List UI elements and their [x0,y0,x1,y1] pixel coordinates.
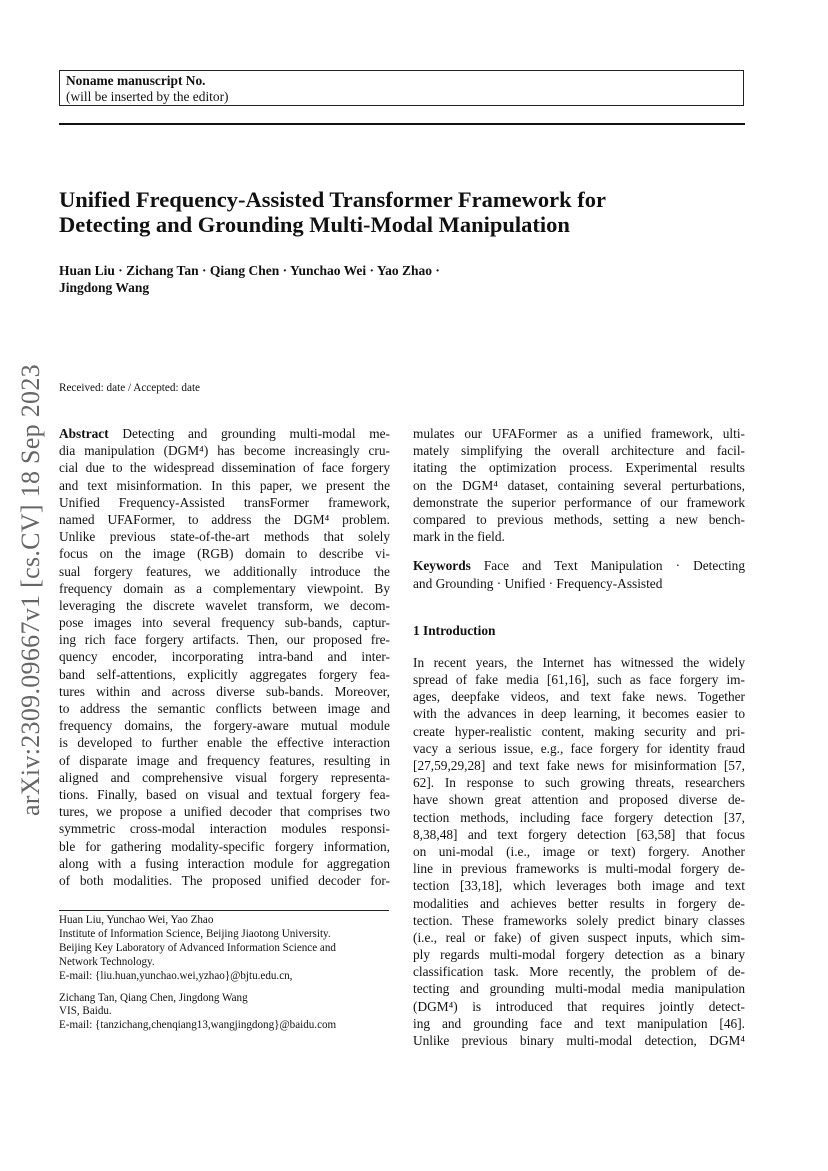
intro-line: In recent years, the Internet has witnessed the widely [413,654,745,670]
abstract-line: is developed to further enable the effective interaction [59,735,390,751]
intro-line: have shown great attention and proposed diverse de- [413,792,745,808]
manuscript-number: Noname manuscript No. [66,73,206,88]
title-line-1: Unified Frequency-Assisted Transformer Framework for [59,187,606,212]
footnote-line: E-mail: {tanzichang,chenqiang13,wangjingdong}@baidu.com [59,1019,337,1032]
authors-line-2: Jingdong Wang [59,280,150,295]
received-date: Received: date / Accepted: date [59,382,201,394]
arxiv-stamp-text: arXiv:2309.09667v1 [cs.CV] 18 Sep 2023 [16,364,45,816]
intro-line: spread of fake media [61,16], such as face forgery im- [413,672,745,688]
affiliation-footnotes [59,914,399,1033]
abstract-line: of disparate image and frequency features, resulting in [59,752,390,768]
intro-line: (DGM⁴) is introduced that requires jointly detect- [413,998,745,1014]
abstract-line: Abstract Detecting and grounding multi-modal me- [59,426,390,441]
footnote-line: VIS, Baidu. [59,1005,112,1018]
abstract-line: aligned and comprehensive visual forgery representa- [59,769,390,785]
intro-line: on uni-modal (i.e., image or text) forgery. Another [413,843,745,859]
abstract-line: mark in the field. [413,529,505,545]
abstract-line: ing rich face forgery artifacts. Then, our proposed fre- [59,632,390,648]
abstract-line: along with a fusing interaction module for aggregation [59,855,390,871]
intro-line: classification task. More recently, the problem of de- [413,964,745,980]
abstract-line: frequency domain as a complementary viewpoint. By [59,580,390,596]
intro-line: tecting and grounding multi-modal media manipulation [413,981,745,997]
abstract-line: tures within and across diverse sub-bands. Moreover, [59,683,390,699]
abstract-line: demonstrate the superior performance of our framework [413,494,745,510]
author-list [59,262,579,296]
section-heading: 1 Introduction [413,622,496,638]
right-column [413,425,745,1049]
intro-line: ply regards multi-modal forgery detection as a binary [413,947,745,963]
manuscript-editor-note: (will be inserted by the editor) [66,89,229,104]
intro-line: tection methods, including face forgery detection [37, [413,809,745,825]
footnote-line: E-mail: {liu.huan,yunchao.wei,yzhao}@bjtu.edu.cn, [59,969,293,982]
arxiv-stamp [6,325,56,855]
intro-line: create hyper-realistic content, making security and pri- [413,723,745,739]
keywords-line: and Grounding · Unified · Frequency-Assisted [413,575,663,591]
abstract-line: Unlike previous state-of-the-art methods that solely [59,529,390,545]
abstract-line: symmetric cross-modal interaction modules responsi- [59,821,390,837]
intro-line: [27,59,29,28] and text fake news for misinformation [57, [413,758,745,773]
abstract-line: Unified Frequency-Assisted transFormer framework, [59,494,390,510]
footnote-line: Zichang Tan, Qiang Chen, Jingdong Wang [59,991,248,1004]
intro-line: line in previous frameworks is multi-modal forgery de- [413,861,745,877]
abstract-line: ble for gathering modality-specific forgery information, [59,838,390,854]
footnote-line: Beijing Key Laboratory of Advanced Information Science and [59,941,336,954]
intro-line: ing and grounding face and text manipulation [46]. [413,1015,745,1031]
intro-line: (i.e., real or fake) of given suspect inputs, which sim- [413,929,745,945]
abstract-line: to address the semantic conflicts between image and [59,701,390,716]
footnote-spacer [59,984,399,992]
keywords-line: Keywords Face and Text Manipulation · Detecting [413,558,745,574]
abstract-line: compared to previous methods, setting a new bench- [413,511,745,527]
intro-line: Unlike previous binary multi-modal detection, DGM⁴ [413,1033,745,1048]
footnote-line: Huan Liu, Yunchao Wei, Yao Zhao [59,914,214,926]
abstract-line: on the DGM⁴ dataset, containing several perturbations, [413,477,745,493]
abstract-line: quency encoder, incorporating intra-band and inter- [59,649,390,665]
abstract-line: sual forgery features, we additionally introduce the [59,563,390,579]
paper-title [59,187,759,237]
intro-line: tection [33,18], which leverages both image and text [413,878,745,894]
intro-line: modalities and achieves better results in forgery de- [413,895,745,911]
abstract-line: named UFAFormer, to address the DGM⁴ problem. [59,511,390,527]
abstract-left-column [59,425,390,889]
footnote-line: Institute of Information Science, Beijing Jiaotong University. [59,927,331,940]
abstract-line: leveraging the discrete wavelet transform, we decom- [59,597,390,613]
abstract-line: focus on the image (RGB) domain to describe vi- [59,546,390,562]
abstract-line: band self-attentions, explicitly aggregates forgery fea- [59,666,390,682]
manuscript-note-box [59,70,744,106]
intro-line: 62]. In response to such growing threats, researchers [413,775,745,791]
abstract-line: cial due to the widespread dissemination of face forgery [59,460,390,476]
abstract-line: tures, we propose a unified decoder that comprises two [59,804,390,820]
footnote-line: Network Technology. [59,955,155,968]
abstract-label: Abstract [59,426,109,441]
title-line-2: Detecting and Grounding Multi-Modal Manipulation [59,212,570,237]
abstract-line: dia manipulation (DGM⁴) has become increasingly cru- [59,443,390,459]
abstract-line: and text misinformation. In this paper, we present the [59,477,390,493]
keywords-label: Keywords [413,558,471,574]
abstract-line: mately simplifying the overall architecture and facil- [413,443,745,459]
abstract-line: frequency domains, the forgery-aware mutual module [59,718,390,734]
intro-line: tection. These frameworks solely predict binary classes [413,912,745,928]
abstract-line: of both modalities. The proposed unified decoder for- [59,872,390,888]
abstract-line: pose images into several frequency sub-bands, captur- [59,615,390,631]
authors-line-1: Huan Liu · Zichang Tan · Qiang Chen · Yunchao Wei · Yao Zhao · [59,263,440,278]
intro-line: ages, deepfake videos, and text fake news. Together [413,689,745,705]
intro-line: 8,38,48] and text forgery detection [63,58] that focus [413,826,745,842]
footnote-rule [59,910,389,911]
abstract-line: tions. Finally, based on visual and textual forgery fea- [59,786,390,802]
intro-line: vacy a serious issue, e.g., face forgery for identity fraud [413,740,745,756]
header-rule [59,123,745,125]
abstract-line: mulates our UFAFormer as a unified framework, ulti- [413,426,745,441]
intro-line: with the advances in deep learning, it becomes easier to [413,706,745,722]
abstract-line: itating the optimization process. Experimental results [413,460,745,476]
